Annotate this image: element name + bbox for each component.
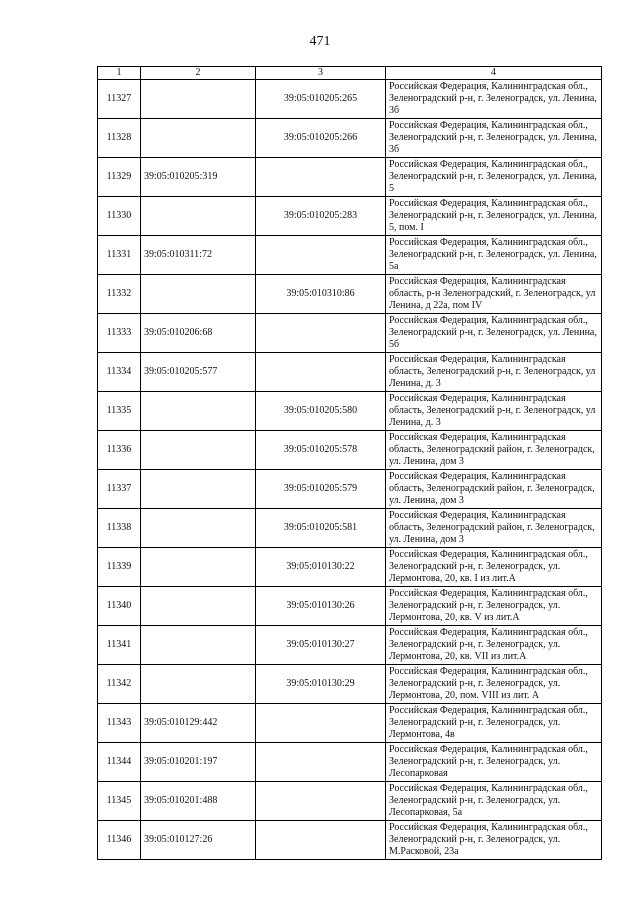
object-cadastral-number-cell bbox=[256, 314, 386, 353]
table-row bbox=[98, 314, 602, 353]
address-cell: Российская Федерация, Калининградская обл., Зеленоградский р-н, г. Зеленоградск, ул. Ленина, 3б bbox=[386, 80, 602, 119]
row-number-cell: 11340 bbox=[98, 587, 141, 626]
object-cadastral-number-cell: 39:05:010205:579 bbox=[256, 470, 386, 509]
object-cadastral-number-cell: 39:05:010205:580 bbox=[256, 392, 386, 431]
address-cell: Российская Федерация, Калининградская обл., Зеленоградский р-н, г. Зеленоградск, ул. Лермонтова, 20, кв. I из лит.А bbox=[386, 548, 602, 587]
table-row bbox=[98, 548, 602, 587]
table-row bbox=[98, 392, 602, 431]
table-row bbox=[98, 626, 602, 665]
row-number-cell: 11346 bbox=[98, 821, 141, 860]
table-row bbox=[98, 704, 602, 743]
table-row bbox=[98, 275, 602, 314]
row-number-cell: 11329 bbox=[98, 158, 141, 197]
table-row bbox=[98, 431, 602, 470]
table-row bbox=[98, 119, 602, 158]
cadastral-number-cell: 39:05:010129:442 bbox=[141, 704, 256, 743]
address-cell: Российская Федерация, Калининградская обл., Зеленоградский р-н, г. Зеленоградск, ул. Ленина, 5б bbox=[386, 314, 602, 353]
cadastral-number-cell bbox=[141, 119, 256, 158]
column-header-1: 1 bbox=[98, 67, 141, 80]
column-header-3: 3 bbox=[256, 67, 386, 80]
row-number-cell: 11333 bbox=[98, 314, 141, 353]
address-cell: Российская Федерация, Калининградская обл., Зеленоградский р-н, г. Зеленоградск, ул. Ленина, 5 bbox=[386, 158, 602, 197]
table-row bbox=[98, 743, 602, 782]
row-number-cell: 11341 bbox=[98, 626, 141, 665]
address-cell: Российская Федерация, Калининградская обл., Зеленоградский р-н, г. Зеленоградск, ул. Лермонтова, 20, кв. VII из лит.А bbox=[386, 626, 602, 665]
row-number-cell: 11345 bbox=[98, 782, 141, 821]
cadastral-number-cell bbox=[141, 548, 256, 587]
object-cadastral-number-cell: 39:05:010310:86 bbox=[256, 275, 386, 314]
address-cell: Российская Федерация, Калининградская обл., Зеленоградский р-н, г. Зеленоградск, ул. Лермонтова, 4в bbox=[386, 704, 602, 743]
row-number-cell: 11338 bbox=[98, 509, 141, 548]
cadastral-number-cell bbox=[141, 587, 256, 626]
cadastral-number-cell: 39:05:010205:319 bbox=[141, 158, 256, 197]
registry-table bbox=[97, 66, 602, 860]
cadastral-number-cell bbox=[141, 509, 256, 548]
address-cell: Российская Федерация, Калининградская обл., Зеленоградский р-н, г. Зеленоградск, ул. Лермонтова, 20, кв. V из лит.А bbox=[386, 587, 602, 626]
cadastral-number-cell bbox=[141, 197, 256, 236]
row-number-cell: 11327 bbox=[98, 80, 141, 119]
address-cell: Российская Федерация, Калининградская область, Зеленоградский район, г. Зеленоградск, ул. Ленина, дом 3 bbox=[386, 431, 602, 470]
cadastral-number-cell bbox=[141, 470, 256, 509]
object-cadastral-number-cell: 39:05:010130:26 bbox=[256, 587, 386, 626]
row-number-cell: 11328 bbox=[98, 119, 141, 158]
object-cadastral-number-cell: 39:05:010130:29 bbox=[256, 665, 386, 704]
cadastral-number-cell bbox=[141, 665, 256, 704]
address-cell: Российская Федерация, Калининградская область, Зеленоградский р-н, г. Зеленоградск, ул Ленина, д. 3 bbox=[386, 392, 602, 431]
object-cadastral-number-cell: 39:05:010130:22 bbox=[256, 548, 386, 587]
cadastral-number-cell bbox=[141, 392, 256, 431]
table-row bbox=[98, 197, 602, 236]
table-row bbox=[98, 821, 602, 860]
row-number-cell: 11330 bbox=[98, 197, 141, 236]
cadastral-number-cell: 39:05:010206:68 bbox=[141, 314, 256, 353]
object-cadastral-number-cell bbox=[256, 158, 386, 197]
address-cell: Российская Федерация, Калининградская область, Зеленоградский район, г. Зеленоградск, ул. Ленина, дом 3 bbox=[386, 509, 602, 548]
object-cadastral-number-cell bbox=[256, 704, 386, 743]
row-number-cell: 11331 bbox=[98, 236, 141, 275]
cadastral-number-cell bbox=[141, 80, 256, 119]
table-row bbox=[98, 665, 602, 704]
table-row bbox=[98, 509, 602, 548]
object-cadastral-number-cell bbox=[256, 743, 386, 782]
address-cell: Российская Федерация, Калининградская область, Зеленоградский р-н, г. Зеленоградск, ул Ленина, д. 3 bbox=[386, 353, 602, 392]
object-cadastral-number-cell bbox=[256, 821, 386, 860]
table-row bbox=[98, 80, 602, 119]
cadastral-number-cell bbox=[141, 275, 256, 314]
page-number: 471 bbox=[309, 34, 331, 49]
row-number-cell: 11339 bbox=[98, 548, 141, 587]
column-header-4: 4 bbox=[386, 67, 602, 80]
cadastral-number-cell: 39:05:010201:488 bbox=[141, 782, 256, 821]
address-cell: Российская Федерация, Калининградская обл., Зеленоградский р-н, г. Зеленоградск, ул. Лермонтова, 20, пом. VIII из лит. А bbox=[386, 665, 602, 704]
cadastral-number-cell: 39:05:010201:197 bbox=[141, 743, 256, 782]
address-cell: Российская Федерация, Калининградская обл., Зеленоградский р-н, г. Зеленоградск, ул. Ленина, 5а bbox=[386, 236, 602, 275]
cadastral-number-cell bbox=[141, 626, 256, 665]
row-number-cell: 11335 bbox=[98, 392, 141, 431]
row-number-cell: 11342 bbox=[98, 665, 141, 704]
column-header-2: 2 bbox=[141, 67, 256, 80]
object-cadastral-number-cell bbox=[256, 236, 386, 275]
cadastral-number-cell bbox=[141, 431, 256, 470]
address-cell: Российская Федерация, Калининградская обл., Зеленоградский р-н, г. Зеленоградск, ул. М.Расковой, 23а bbox=[386, 821, 602, 860]
object-cadastral-number-cell: 39:05:010205:265 bbox=[256, 80, 386, 119]
table-body bbox=[98, 80, 602, 860]
object-cadastral-number-cell bbox=[256, 353, 386, 392]
object-cadastral-number-cell bbox=[256, 782, 386, 821]
row-number-cell: 11332 bbox=[98, 275, 141, 314]
object-cadastral-number-cell: 39:05:010205:581 bbox=[256, 509, 386, 548]
address-cell: Российская Федерация, Калининградская обл., Зеленоградский р-н, г. Зеленоградск, ул. Ленина, 5, пом. I bbox=[386, 197, 602, 236]
row-number-cell: 11343 bbox=[98, 704, 141, 743]
object-cadastral-number-cell: 39:05:010205:578 bbox=[256, 431, 386, 470]
address-cell: Российская Федерация, Калининградская область, р-н Зеленоградский, г. Зеленоградск, ул Ленина, д 22а, пом IV bbox=[386, 275, 602, 314]
table-row bbox=[98, 782, 602, 821]
table-header-row bbox=[98, 67, 602, 80]
address-cell: Российская Федерация, Калининградская обл., Зеленоградский р-н, г. Зеленоградск, ул. Лесопарковая, 5а bbox=[386, 782, 602, 821]
cadastral-number-cell: 39:05:010127:26 bbox=[141, 821, 256, 860]
object-cadastral-number-cell: 39:05:010130:27 bbox=[256, 626, 386, 665]
table-row bbox=[98, 470, 602, 509]
object-cadastral-number-cell: 39:05:010205:266 bbox=[256, 119, 386, 158]
row-number-cell: 11337 bbox=[98, 470, 141, 509]
cadastral-number-cell: 39:05:010205:577 bbox=[141, 353, 256, 392]
row-number-cell: 11344 bbox=[98, 743, 141, 782]
row-number-cell: 11334 bbox=[98, 353, 141, 392]
row-number-cell: 11336 bbox=[98, 431, 141, 470]
address-cell: Российская Федерация, Калининградская обл., Зеленоградский р-н, г. Зеленоградск, ул. Ленина, 3б bbox=[386, 119, 602, 158]
cadastral-number-cell: 39:05:010311:72 bbox=[141, 236, 256, 275]
table-row bbox=[98, 353, 602, 392]
address-cell: Российская Федерация, Калининградская область, Зеленоградский район, г. Зеленоградск, ул. Ленина, дом 3 bbox=[386, 470, 602, 509]
object-cadastral-number-cell: 39:05:010205:283 bbox=[256, 197, 386, 236]
address-cell: Российская Федерация, Калининградская обл., Зеленоградский р-н, г. Зеленоградск, ул. Лесопарковая bbox=[386, 743, 602, 782]
table-row bbox=[98, 158, 602, 197]
table-row bbox=[98, 587, 602, 626]
table-row bbox=[98, 236, 602, 275]
